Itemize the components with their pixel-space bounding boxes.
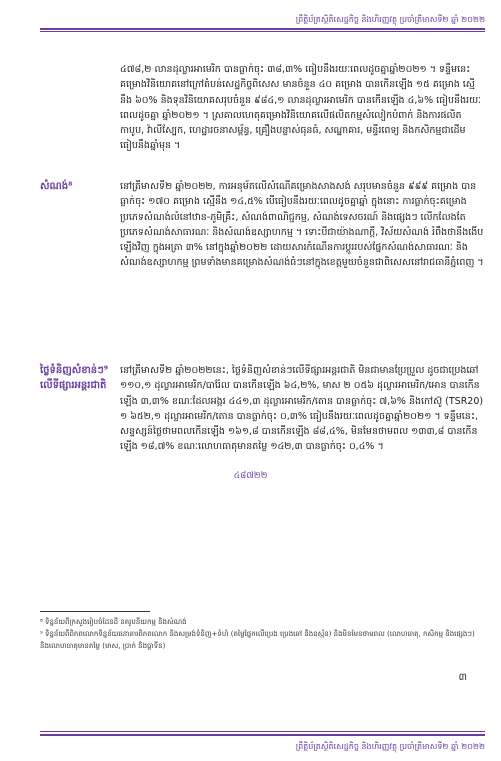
page-footer: ព្រឹត្តិប័ត្រស្ថិតិសេដ្ឋកិច្ច និងហិរញ្ញវត្ថុ ប្រចាំត្រីមាសទី២ ឆ្នាំ ២០២២ bbox=[295, 742, 485, 751]
page-header: ព្រឹត្តិប័ត្រស្ថិតិសេដ្ឋកិច្ច និងហិរញ្ញវត្ថុ ប្រចាំត្រីមាសទី២ ឆ្នាំ ២០២២ bbox=[295, 15, 485, 24]
section-text: នៅត្រីមាសទី២ ឆ្នាំ២០២២នេះ, ថ្លៃទំនិញសំខាន់ៗលើទីផ្សារអន្តរជាតិ មិនជាមានប្រែប្រួល ដូចជាប្រេងឆៅ ១១០,១ ដុល្លារអាមេរិក/បារ៉ែល បានកើនឡើង ៦៤,២%, មាស ២ ០៥៦ ដុល្លារអាមេរិក/អោន បានកើនឡើង ៣,៣% ខណៈដែលអង្ករ ៤៤១,៣ ដុល្លារអាមេរិក/តោន បានធ្លាក់ចុះ ៧,៦% និងកៅស៊ូ (TSR20) ១ ៦៥២,១ ដុល្លារអាមេរិក/តោន បានធ្លាក់ចុះ ០,៣% ធៀបនឹងរយៈពេលដូចគ្នាឆ្នាំ២០២១ ។ ទន្ទឹមនេះ, សន្ទស្សន៍ថ្លៃថាមពលកើនឡើង ១៦១,៨ បានកើនឡើង ៨៨,៤%, មិនមែនថាមពល ១៣៣,៨ បានកើនឡើង ១៨,៧% ខណៈលោហធាតុមានតម្លៃ ១៤២,៣ បានធ្លាក់ចុះ ០,៤% ។ bbox=[120, 365, 484, 453]
header-rule-thin bbox=[40, 31, 485, 32]
footnote-8: ⁸ ទិន្នន័យពីក្រសួងរៀបចំដែនដី នគរូបនីយកម្ម និងសំណង់ bbox=[40, 618, 187, 626]
header-rule bbox=[40, 28, 485, 30]
footer-rule bbox=[40, 734, 485, 736]
page-number: ៣ bbox=[458, 672, 467, 683]
section-construction bbox=[40, 179, 485, 271]
section-text: នៅត្រីមាសទី២ ឆ្នាំ២០២២, ការអនុម័តលើសំណើគម្រោងសាងសង់ សរុបមានចំនួន ៩៩៩ គម្រោង បានធ្លាក់ចុះ ១៧០ គម្រោង ស្មើនឹង ១៤,៥% បើធៀបនឹងរយៈពេលដូចគ្នាឆ្នាំ ក្នុងនោះ ការធ្លាក់ចុះគម្រោងប្រភេទសំណង់លំនៅឋាន-ភូមិគ្រឹះ, សំណង់ពាណិជ្ជកម្ម, សំណង់ទេសចរណ៍ និងផ្សេងៗ លើកលែងតែប្រភេទសំណង់សាធារណៈ និងសំណង់ឧស្សាហកម្ម ។ ទោះបីជាយ៉ាងណាក្តី, វិស័យសំណង់ រំពឹងថានឹងងើបឡើងវិញ ក្នុងអត្រា ៣% នៅក្នុងឆ្នាំ២០២២ ដោយសារកំណើនការប្តូររបស់ផ្នែកសំណង់សាធារណៈ និងសំណង់ឧស្សាហកម្ម ព្រមទាំងមានគម្រោងសំណង់ធំៗនៅក្នុងខេត្តមួយចំនួនជាពិសេសនៅរាជធានីភ្នំពេញ ។ bbox=[120, 181, 484, 269]
footer-rule-thin bbox=[40, 731, 485, 732]
section-page-marker: ៤៨៧២២ bbox=[233, 471, 268, 481]
section-label: ថ្លៃទំនិញសំខាន់ៗ⁹ លើទីផ្សារអន្តរជាតិ bbox=[40, 365, 109, 392]
section-label: សំណង់⁸ bbox=[40, 181, 73, 192]
section-commodity-prices bbox=[40, 363, 485, 455]
intro-paragraph: ៤៧៨,២ លានដុល្លារអាមេរិក បានធ្លាក់ចុះ ៣៨,៣% ធៀបនឹងរយៈពេលដូចគ្នាឆ្នាំ២០២១ ។ ទន្ទឹមនេះ គម្រោងវិនិយោគនៅក្រៅតំបន់សេដ្ឋកិច្ចពិសេស មានចំនួន ៤០ គម្រោង បានកើនឡើង ១៥ គម្រោង ស្មើនឹង ៦០% និងទុនវិនិយោគសរុបចំនួន ៩៨៤,១ លានដុល្លារអាមេរិក បានកើនឡើង ៤,៦% ធៀបនឹងរយៈពេលដូចគ្នា ឆ្នាំ២០២១ ។ ស្រគាលហេតុគម្រោងវិនិយោគលើផលិតកម្មសំលៀកបំពាក់ និងការផលិតកាបូប, វ៉ាលីស្បែក, ហេដ្ឋារចនាសម្ព័ន្ធ, គ្រឿងបន្លាស់ធុនធំ, សណ្ឋាគារ, មន្ទីរពេទ្យ និងកសិកម្មជាដើម ធៀបនឹងឆ្នាំមុន ។ bbox=[120, 64, 482, 152]
footnote-rule bbox=[40, 611, 150, 612]
footnotes bbox=[40, 616, 485, 652]
footnote-9: ⁹ ទិន្នន័យពីពិភពលោកទិន្នន័យធនាគារពិភពលោក និងសម្រង់ទំនិញ+ទំហំ (តម្លៃផ្នែកលើប្រេង ប្រេងឆៅ និងឧស្ម័ន) និងមិនមែនថាមពល (លោហធាតុ, កសិកម្ម និងផ្សេងៗ) និងលោហធាតុមានតម្លៃ (មាស, ប្រាក់ និងប្លាទីន) bbox=[40, 630, 475, 650]
